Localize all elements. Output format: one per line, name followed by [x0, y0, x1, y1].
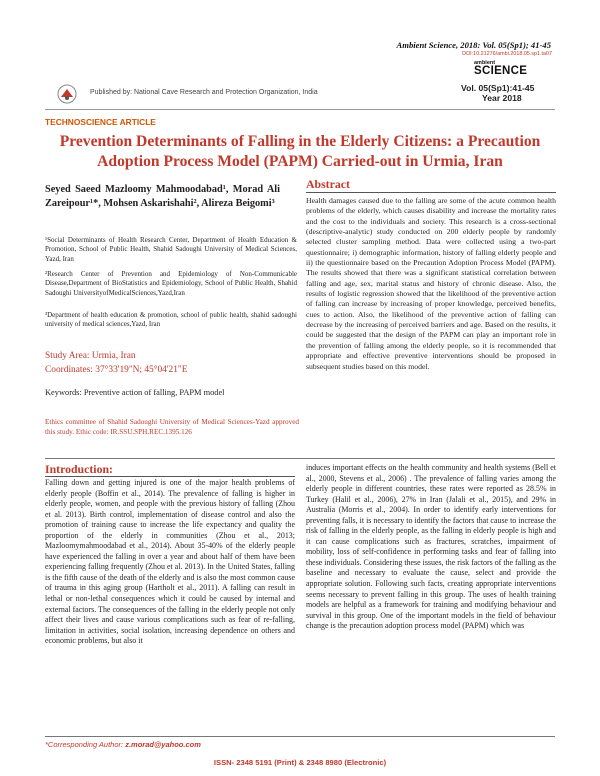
introduction-divider [45, 476, 295, 477]
logo-big-text: SCIENCE [474, 65, 528, 77]
doi-link[interactable]: DOI:10.21276/ambi.2018.05.sp1.ta07 [462, 51, 552, 57]
article-type-label: TECHNOSCIENCE ARTICLE [45, 117, 156, 127]
volume-label: Vol. 05(Sp1):41-45 [461, 83, 535, 93]
abstract-heading: Abstract [306, 177, 350, 191]
affiliation-1: ¹Social Determinants of Health Research Center, Department of Health Education & Promotion, School of Public Health, Shahid Sadoughi University of Medical Sciences, Yazd, Iran [45, 236, 297, 263]
ethics-statement: Ethics committee of Shahid Sadoughi University of Medical Sciences-Yazd approved this study. Ethic code: IR.SSU.SPH.REC.1395.126 [45, 418, 299, 436]
corresponding-email[interactable]: z.morad@yahoo.com [125, 740, 201, 749]
abstract-text: Health damages caused due to the falling are some of the acute common health problems of the elderly, which causes disability and increase the mortality rates and the cost to the individuals and society. This research is a cross-sectional (descriptive-analytic) study conducted on 200 elderly people by randomly selected cluster sampling method. Data were collected using a two-part questionnaire; i) demographic information, history of falling elderly people and ii) the questionnaire based on the Precaution Adoption Process Model (PAPM). The results showed that there was a significant statistical correlation between falling and age, sex, marital status and history of chronic disease. Also, the results of logistic regression showed that the likelihood of the preventive action of falling can increase by increasing of proper knowledge, perceived benefits, cues to action. Also, the likelihood of the preventive action of falling can decrease by the increasing of perceived barriers and age. Based on the results, it could be suggested that the design of the PAPM can play an important role in the prevention of falling among the elderly people, so it is recommended that appropriate and effective preventive interventions should be proposed in subsequent studies based on this model. [306, 196, 556, 371]
affiliation-3: ³Department of health education & promotion, school of public health, shahid sadoughi university of medical sciences,Yazd, Iran [45, 311, 297, 329]
journal-logo [474, 60, 554, 77]
section-divider [45, 458, 555, 459]
introduction-heading: Introduction: [45, 462, 113, 476]
corresponding-label: *Corresponding Author: [45, 740, 124, 749]
coordinates: Coordinates: 37°33'19"N; 45°04'21"E [45, 365, 188, 375]
keywords: Keywords: Preventive action of falling, PAPM model [45, 388, 225, 397]
abstract-divider [306, 192, 556, 193]
introduction-left-column: Falling down and getting injured is one of the major health problems of elderly people (Boffin et al., 2014). The prevalence of falling is higher in elderly people, women, and people with the previous history of falling (Zhou et al. 2013). Birth control, implementation of disease control and also the promotion of training cause to increase the life expectancy and quality the proportion of the elderly in communities (Zhou et al., 2013; Mazloomymahmoodabad et al., 2014). About 35-40% of the elderly people have experienced the falling in over a year and about half of them have been experiencing falling frequently (Zhou et al. 2013). In the United States, falling is the fifth cause of the death of the elderly and is also the most common cause of trauma in this aging group (Hartholt et al., 2011). A falling can result in lethal or non-lethal consequences which it could be caused by internal and external factors. The consequences of the falling in the elderly people not only affect their lives and cause various complications such as fear of re-falling, limitation in activities, social isolation, increasing dependence on others and economic problems, but also it [45, 478, 295, 646]
study-area: Study Area: Urmia, Iran [45, 351, 136, 361]
header-divider [45, 109, 555, 110]
publisher-line: Published by: National Cave Research and Protection Organization, India [90, 89, 318, 96]
article-title: Prevention Determinants of Falling in the Elderly Citizens: a Precaution Adoption Process Model (PAPM) Carried-out in Urmia, Iran [59, 133, 541, 170]
corresponding-author [45, 740, 201, 749]
issn-footer: ISSN- 2348 5191 (Print) & 2348 8980 (Electronic) [213, 758, 387, 767]
publisher-emblem-icon [57, 84, 77, 104]
introduction-right-column: induces important effects on the health community and health systems (Bell et al., 2000, Stevens et al., 2006) . The prevalence of falling varies among the elderly people in different countries, these rates were reported as 28.5% in Turkey (Halil et al., 2006), 27% in Iran (Jalali et al., 2015), and 29% in Australia (Morris et al., 2004). In order to identify early interventions for preventing falls, it is necessary to identify the factors that cause to increase the risk of falling in the elderly people, as the falling in elderly people is high and it can cause complications such as fractures, scratches, impairment of mobility, loss of self-confidence in performing tasks and fear of falling into these individuals. Considering these issues, the risk factors of the falling as the baseline and necessary to evaluate the cause, select and provide the appropriate solution. Following such facts, creating appropriate interventions seems necessary to prevent falling in this group. The uses of health training models are helpful as a framework for training and modifying behaviour and survival in this group. One of the important models in the field of behaviour change is the precaution adoption process model (PAPM) which was [306, 463, 556, 631]
journal-citation: Ambient Science, 2018: Vol. 05(Sp1); 41-45 [396, 40, 551, 50]
year-label: Year 2018 [482, 93, 522, 103]
footer-divider [45, 736, 555, 737]
affiliation-2: ²Research Center of Prevention and Epidemiology of Non-Communicable Disease,Department of BioStatistics and Epidemiology, School of Public Health, Shahid Sadoughi UniversityofMedicalSciences,Yazd,Iran [45, 270, 297, 297]
author-list: Seyed Saeed Mazloomy Mahmoodabad¹, Morad Ali Zareipour¹*, Mohsen Askarishahi², Alireza Beigomi³ [45, 184, 280, 209]
logo-small-text: ambient [474, 60, 496, 66]
